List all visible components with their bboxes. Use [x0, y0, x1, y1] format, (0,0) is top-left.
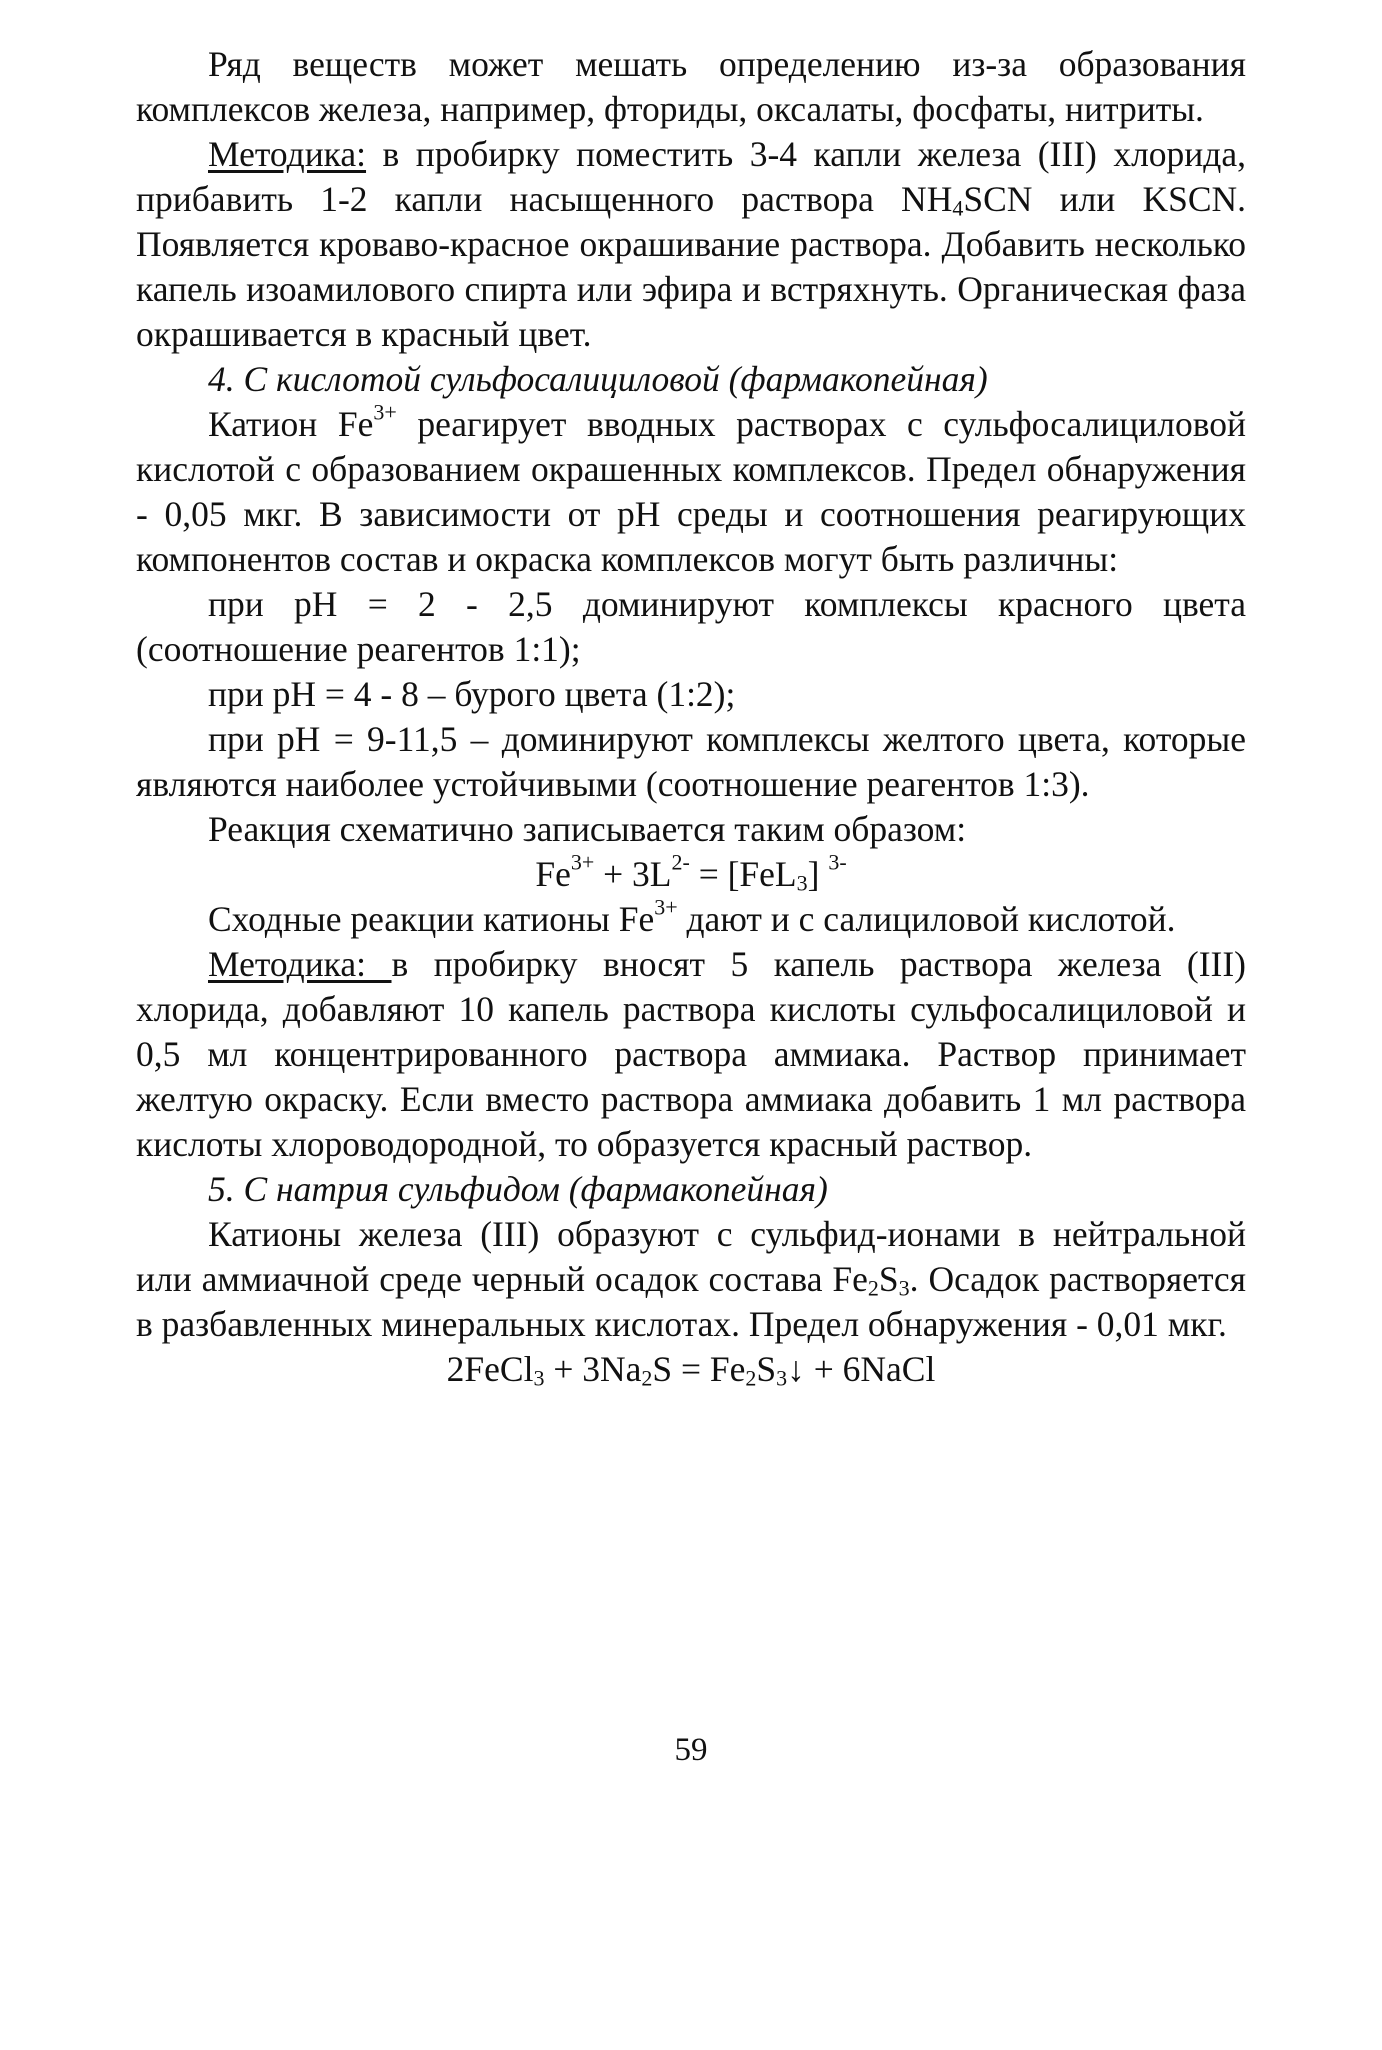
paragraph-sulfide — [136, 1212, 1246, 1347]
method-text-cont: SCN или KSCN. Появляется кроваво-красное окрашивание раствора. Добавить несколько капель изоамилового спирта или эфира и встряхнуть. Органическая фаза окрашивается в красный цвет. — [136, 179, 1247, 354]
superscript: 3+ — [654, 894, 678, 920]
method-label: Методика: — [208, 134, 367, 174]
paragraph-method-2 — [136, 942, 1246, 1167]
eq-text: S = Fe — [652, 1349, 746, 1389]
subscript: 2 — [745, 1365, 757, 1391]
equation-2 — [136, 1347, 1246, 1392]
paragraph-ph-1: при pH = 2 - 2,5 доминируют комплексы красного цвета (соотношение реагентов 1:1); — [136, 584, 1246, 669]
subscript: 3 — [533, 1365, 545, 1391]
eq-text: Fe — [535, 854, 571, 894]
paragraph-interference: Ряд веществ может мешать определению из-за образования комплексов железа, например, фториды, оксалаты, фосфаты, нитриты. — [136, 44, 1246, 129]
eq-text: + 3Na — [544, 1349, 642, 1389]
subscript: 4 — [952, 195, 964, 221]
eq-text: ↓ + 6NaCl — [787, 1349, 936, 1389]
eq-text: 2FeCl — [446, 1349, 534, 1389]
superscript: 3+ — [570, 849, 595, 875]
superscript: 3- — [828, 849, 847, 875]
page-body — [136, 42, 1246, 1392]
text: реагирует вводных растворах с сульфосалициловой кислотой с образованием окрашенных комплексов. Предел обнаружения - 0,05 мкг. В зависимости от pH среды и соотношения реагирующих компонентов состав и окраска комплексов могут быть различны: — [136, 404, 1247, 579]
superscript: 2- — [671, 849, 690, 875]
paragraph-scheme: Реакция схематично записывается таким образом: — [208, 809, 967, 849]
paragraph-cation — [136, 399, 1247, 582]
eq-text: ] — [807, 854, 829, 894]
superscript: 3+ — [373, 399, 397, 425]
paragraph-ph-3: при pH = 9-11,5 – доминируют комплексы желтого цвета, которые являются наиболее устойчивыми (соотношение реагентов 1:3). — [136, 719, 1246, 804]
eq-text: S — [756, 1349, 777, 1389]
eq-text: + 3L — [594, 854, 672, 894]
text: . Осадок растворяется в разбавленных минеральных кислотах. Предел обнаружения - 0,01 мкг. — [136, 1259, 1246, 1344]
subscript: 2 — [867, 1275, 879, 1301]
text: Катион Fe — [208, 404, 374, 444]
method-text: в пробирку вносят 5 капель раствора железа (III) хлорида, добавляют 10 капель раствора кислоты сульфосалициловой и 0,5 мл концентрированного раствора аммиака. Раствор принимает желтую окраску. Если вместо раствора аммиака добавить 1 мл раствора кислоты хлороводородной, то образуется красный раствор. — [136, 944, 1246, 1164]
text: S — [878, 1259, 899, 1299]
subscript: 2 — [641, 1365, 653, 1391]
equation-1 — [136, 849, 1246, 897]
text: Сходные реакции катионы Fe — [208, 899, 655, 939]
subscript: 3 — [898, 1275, 910, 1301]
text: Катионы железа (III) образуют с сульфид-ионами в нейтральной или аммиачной среде черный осадок состава Fe — [136, 1214, 1246, 1299]
paragraph-ph-2: при pH = 4 - 8 – бурого цвета (1:2); — [208, 674, 736, 714]
paragraph-similar — [136, 894, 1246, 942]
method-text: в пробирку поместить 3-4 капли железа (III) хлорида, прибавить 1-2 капли насыщенного раствора NH — [136, 134, 1246, 219]
eq-text: = [FeL — [689, 854, 797, 894]
section-heading-5: 5. С натрия сульфидом (фармакопейная) — [208, 1169, 828, 1209]
subscript: 3 — [776, 1365, 788, 1391]
paragraph-method-1 — [136, 132, 1246, 357]
section-heading-4: 4. С кислотой сульфосалициловой (фармакопейная) — [208, 359, 988, 399]
method-label: Методика: — [208, 944, 392, 984]
page-number: 59 — [674, 1732, 708, 1768]
subscript: 3 — [796, 870, 808, 896]
text: дают и с салициловой кислотой. — [677, 899, 1176, 939]
